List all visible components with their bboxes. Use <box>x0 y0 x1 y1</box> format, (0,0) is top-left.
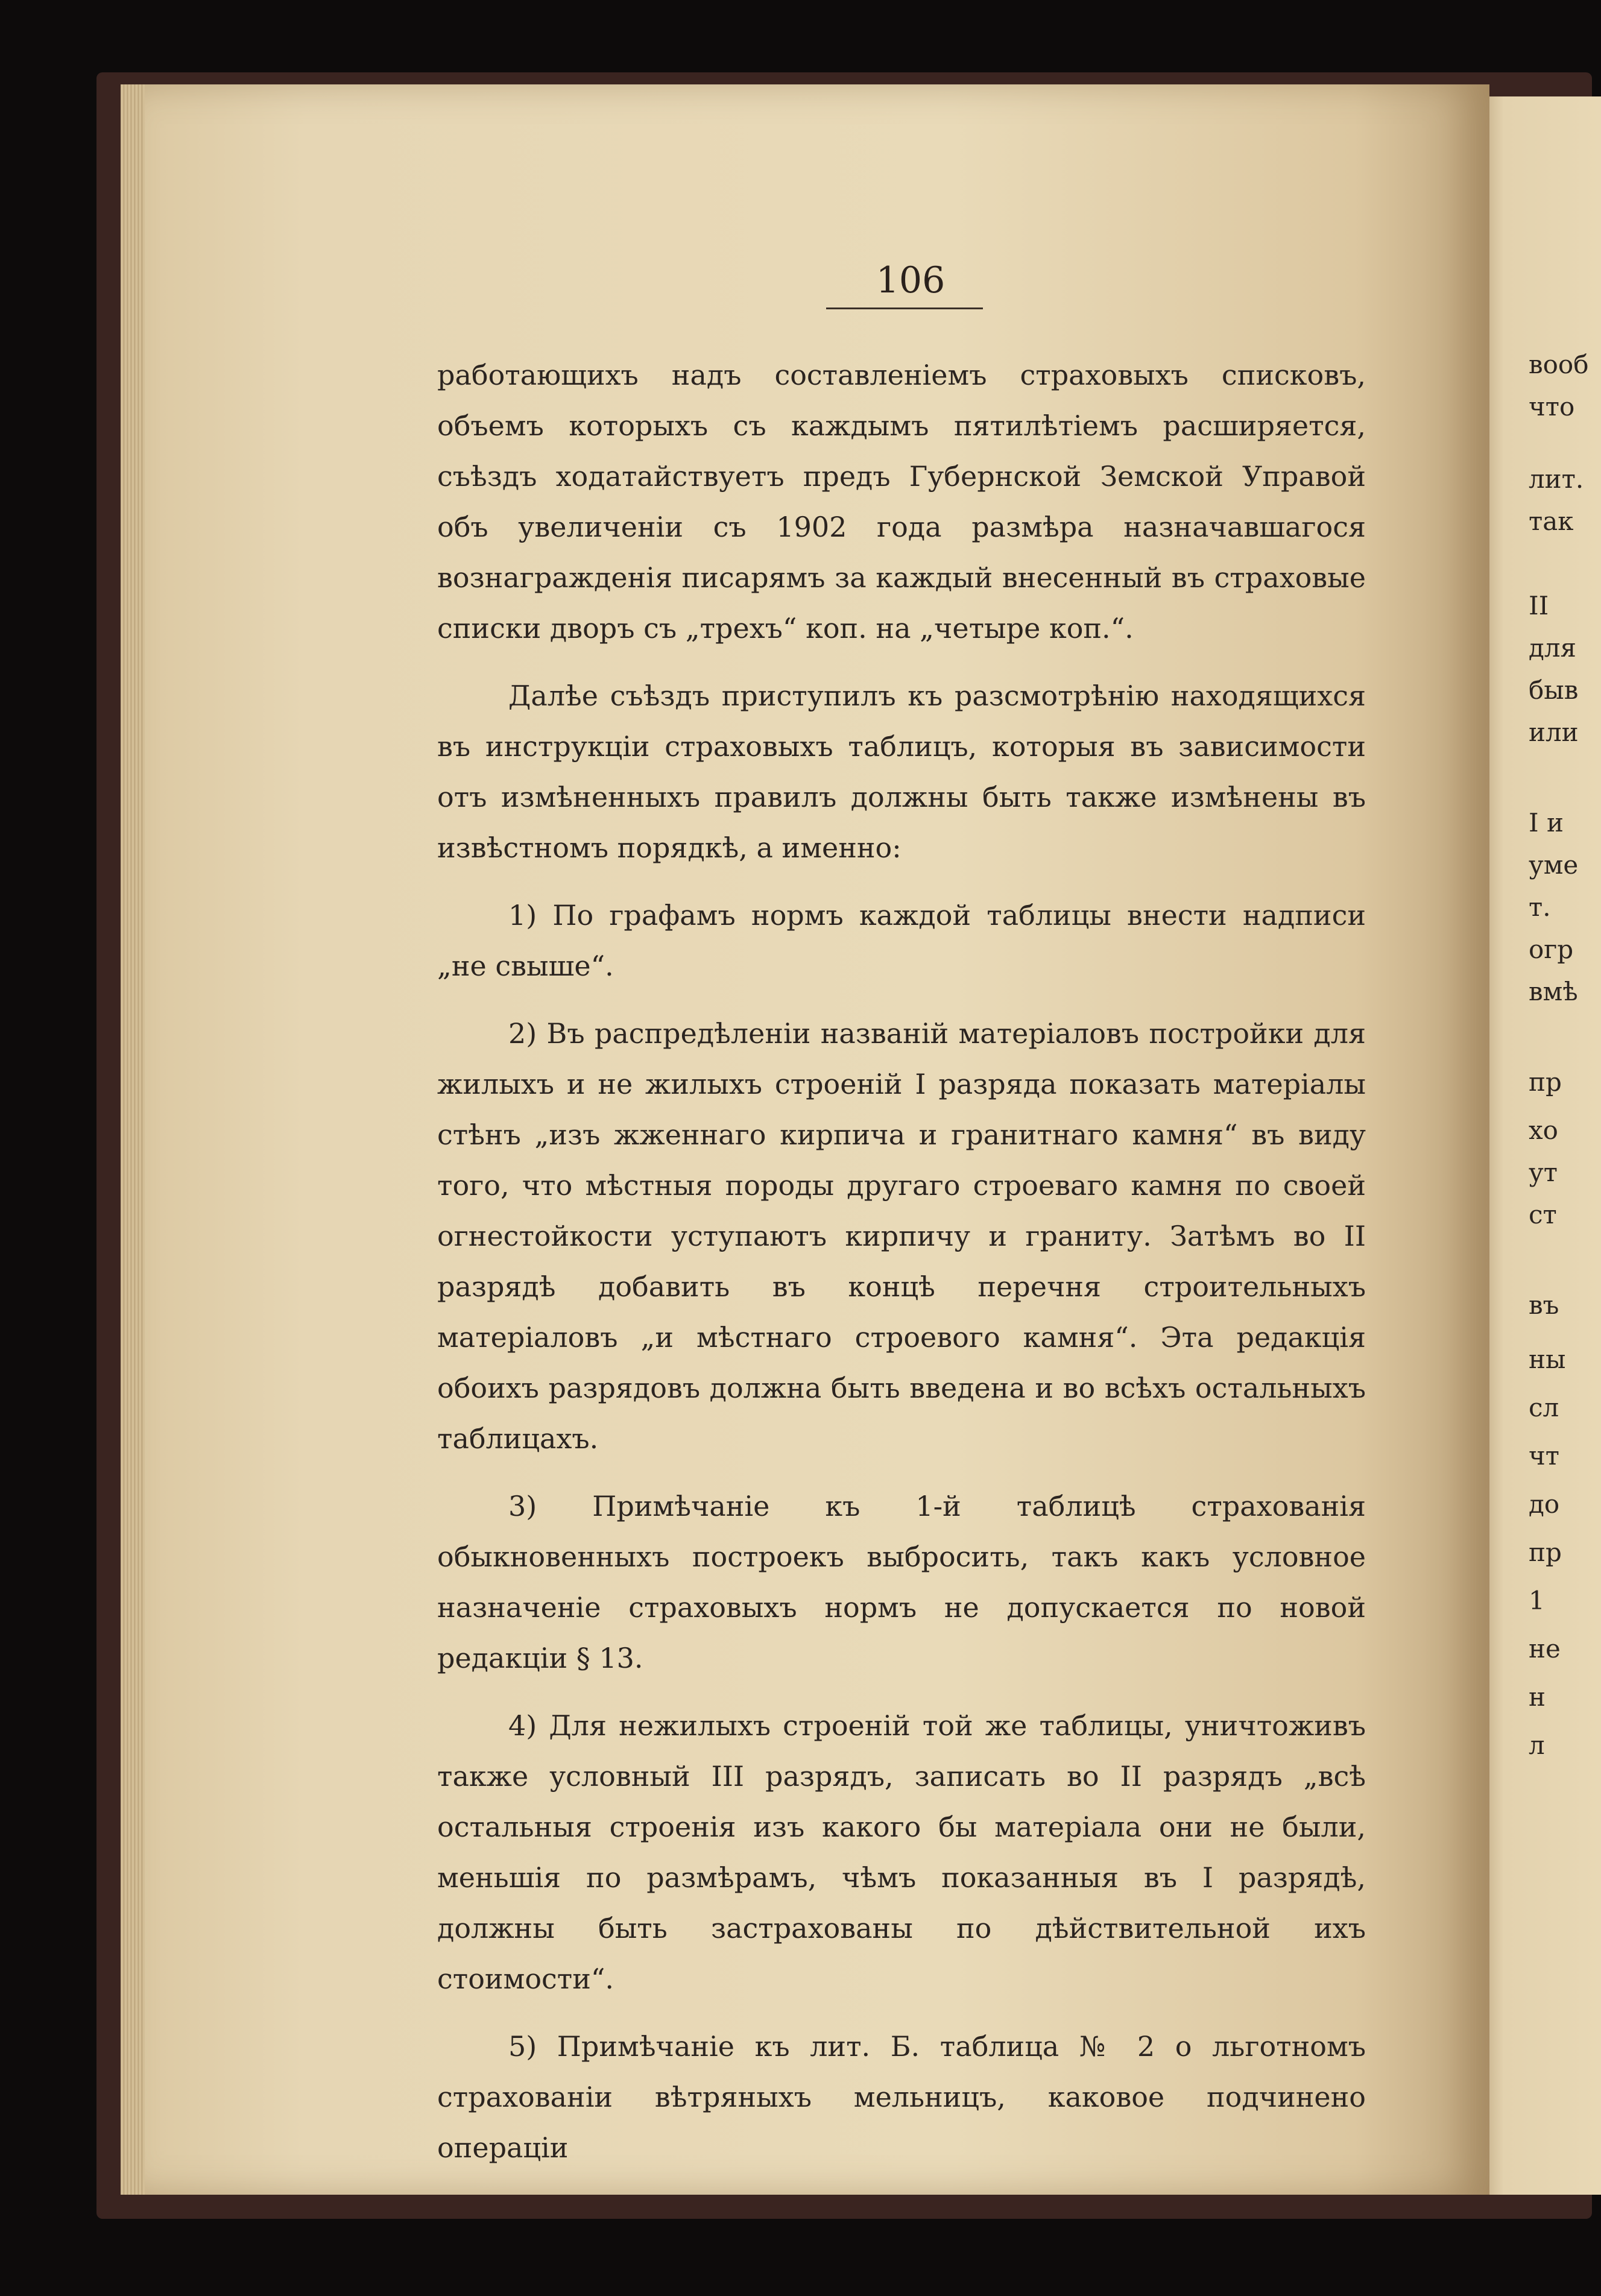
facing-page-fragment: пр <box>1529 1538 1562 1567</box>
facing-page-fragment: чт <box>1529 1441 1560 1471</box>
facing-page-fragment: или <box>1529 718 1579 747</box>
facing-page-fragment: не <box>1529 1634 1561 1664</box>
facing-page-fragment: хо <box>1529 1115 1558 1145</box>
facing-page-fragment: быв <box>1529 675 1579 705</box>
paragraph: 3) Примѣчаніе къ 1-й таблицѣ страхованія обыкновенныхъ построекъ выбросить, такъ какъ условное назначеніе страховыхъ нормъ не допускается по новой редакціи § 13. <box>437 1490 1366 1674</box>
facing-page-fragment: л <box>1529 1730 1545 1760</box>
facing-page-fragment: уме <box>1529 850 1579 880</box>
facing-page-fragment: для <box>1529 633 1577 663</box>
facing-page-fragment: пр <box>1529 1067 1562 1097</box>
facing-page-fragment: ут <box>1529 1158 1558 1187</box>
page-body <box>437 350 1366 2190</box>
facing-page-fragment: н <box>1529 1682 1546 1712</box>
page-number: 106 <box>876 259 946 301</box>
paragraph: Далѣе съѣздъ приступилъ къ разсмотрѣнію находящихся въ инструкціи страховыхъ таблицъ, которыя въ зависимости отъ измѣненныхъ правилъ должны быть также измѣнены въ извѣстномъ порядкѣ, а именно: <box>437 680 1366 864</box>
paragraph: 2) Въ распредѣленіи названій матеріаловъ постройки для жилыхъ и не жилыхъ строеній I разряда показать матеріалы стѣнъ „изъ жженнаго кирпича и гранитнаго камня“ въ виду того, что мѣстныя породы другаго строеваго камня по своей огнестойкости уступаютъ кирпичу и граниту. Затѣмъ во II разрядѣ добавить въ концѣ перечня строительныхъ матеріаловъ „и мѣстнаго строевого камня“. Эта редакція обоихъ разрядовъ должна быть введена и во всѣхъ остальныхъ таблицахъ. <box>437 1017 1366 1455</box>
facing-page-fragment: ст <box>1529 1200 1557 1229</box>
facing-page-fragment: въ <box>1529 1290 1559 1320</box>
paragraph: работающихъ надъ составленіемъ страховыхъ списковъ, объемъ которыхъ съ каждымъ пятилѣтіемъ расширяется, съѣздъ ходатайствуетъ предъ Губернской Земской Управой объ увеличеніи съ 1902 года размѣра назначавшагося вознагражденія писарямъ за каждый внесенный въ страховые списки дворъ съ „трехъ“ коп. на „четыре коп.“. <box>437 359 1366 645</box>
facing-page-fragment: до <box>1529 1489 1560 1519</box>
facing-page-fragment: сл <box>1529 1393 1559 1422</box>
facing-page-fragment: II <box>1529 591 1549 620</box>
facing-page-fragment: ны <box>1529 1345 1566 1374</box>
page-number-rule <box>826 308 983 309</box>
facing-page-fragment: лит. <box>1529 464 1584 494</box>
facing-page-fragment: I и <box>1529 808 1564 837</box>
facing-page-fragment: т. <box>1529 892 1551 922</box>
facing-page-fragment: 1 <box>1529 1586 1545 1615</box>
paragraph: 4) Для нежилыхъ строеній той же таблицы, уничтоживъ также условный III разрядъ, записать во II разрядъ „всѣ остальныя строенія изъ какого бы матеріала они не были, меньшія по размѣрамъ, чѣмъ показанныя въ I разрядѣ, должны быть застрахованы по дѣйствительной ихъ стоимости“. <box>437 1709 1366 1995</box>
facing-page-fragment: так <box>1529 506 1574 536</box>
facing-page-fragment: огр <box>1529 935 1574 964</box>
facing-page-fragment: вооб <box>1529 350 1589 379</box>
facing-page-fragment: что <box>1529 392 1575 421</box>
facing-page-fragment: вмѣ <box>1529 977 1578 1006</box>
paragraph: 1) По графамъ нормъ каждой таблицы внести надписи „не свыше“. <box>437 899 1366 982</box>
paragraph: 5) Примѣчаніе къ лит. Б. таблица № 2 о льготномъ страхованіи вѣтряныхъ мельницъ, каковое подчинено операціи <box>437 2030 1366 2164</box>
